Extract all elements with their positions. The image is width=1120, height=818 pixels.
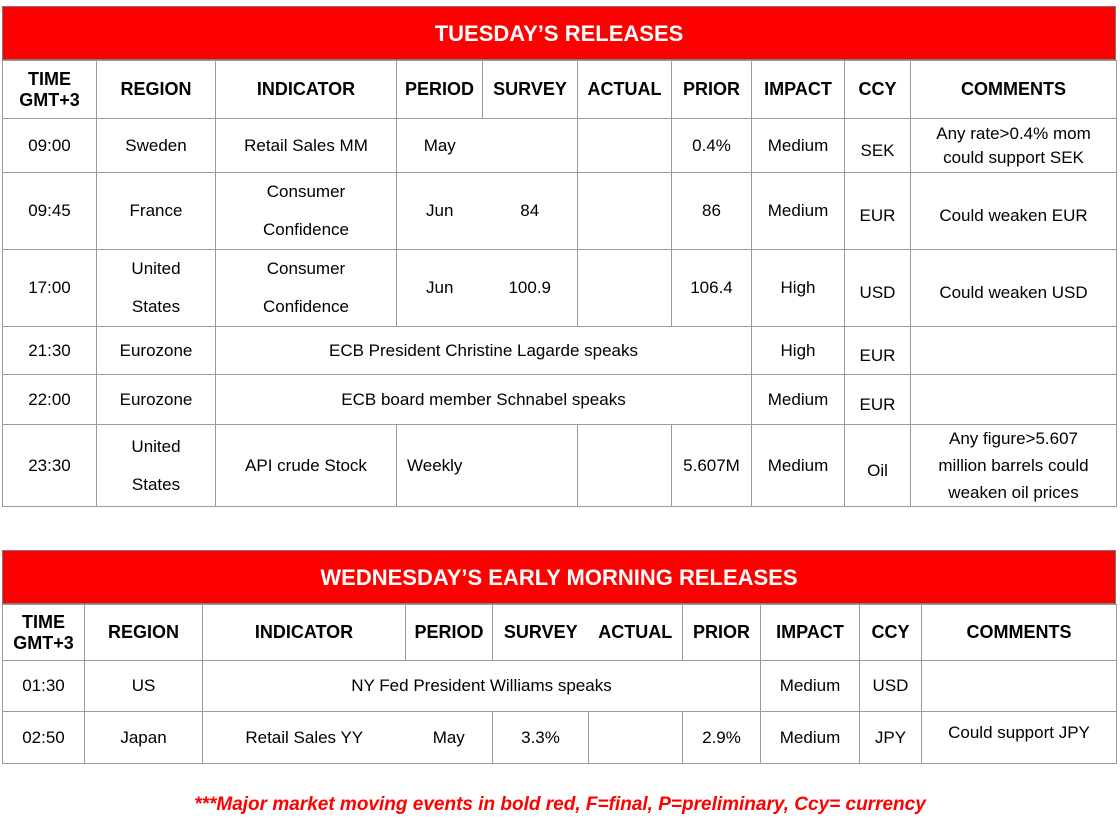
cell-period: May <box>397 119 483 173</box>
table-row <box>3 425 1117 507</box>
cell-impact: Medium <box>752 425 845 507</box>
wednesday-table <box>2 604 1117 764</box>
cell-ccy: Oil <box>845 425 911 507</box>
cell-region: Eurozone <box>97 327 216 375</box>
cell-event: NY Fed President Williams speaks <box>203 661 761 712</box>
table-row <box>3 661 1117 712</box>
cell-prior: 0.4% <box>672 119 752 173</box>
cell-impact: Medium <box>752 375 845 425</box>
table-row <box>3 173 1117 250</box>
cell-ccy: SEK <box>845 119 911 173</box>
cell-comments <box>911 375 1117 425</box>
cell-time: 21:30 <box>3 327 97 375</box>
header-actual: ACTUAL <box>578 61 672 119</box>
cell-time: 09:00 <box>3 119 97 173</box>
cell-time: 22:00 <box>3 375 97 425</box>
cell-time: 23:30 <box>3 425 97 507</box>
header-ccy: CCY <box>845 61 911 119</box>
cell-period: Weekly <box>397 425 578 507</box>
cell-impact: High <box>752 327 845 375</box>
cell-period: Jun <box>397 173 483 250</box>
header-comments: COMMENTS <box>922 605 1117 661</box>
cell-actual <box>578 425 672 507</box>
cell-event: ECB board member Schnabel speaks <box>216 375 752 425</box>
table-row <box>3 250 1117 327</box>
cell-ccy: JPY <box>860 712 922 764</box>
header-impact: IMPACT <box>761 605 860 661</box>
cell-indicator: API crude Stock <box>216 425 397 507</box>
cell-period: May <box>406 712 493 764</box>
header-indicator: INDICATOR <box>216 61 397 119</box>
cell-region: Eurozone <box>97 375 216 425</box>
footer-note: ***Major market moving events in bold red, F=final, P=preliminary, Ccy= currency <box>194 794 926 815</box>
header-time: TIME GMT+3 <box>3 61 97 119</box>
cell-ccy: USD <box>845 250 911 327</box>
header-prior: PRIOR <box>683 605 761 661</box>
cell-prior: 5.607M <box>672 425 752 507</box>
cell-indicator: Retail Sales YY <box>203 712 406 764</box>
table-row <box>3 119 1117 173</box>
cell-comments: Could weaken USD <box>911 250 1117 327</box>
cell-actual <box>578 173 672 250</box>
header-region: REGION <box>97 61 216 119</box>
cell-region: United States <box>97 425 216 507</box>
cell-survey <box>483 119 578 173</box>
cell-comments <box>911 327 1117 375</box>
cell-impact: Medium <box>752 119 845 173</box>
cell-survey: 3.3% <box>493 712 589 764</box>
cell-actual <box>578 250 672 327</box>
cell-comments: Could support JPY <box>922 712 1117 764</box>
header-prior: PRIOR <box>672 61 752 119</box>
cell-ccy: USD <box>860 661 922 712</box>
cell-impact: Medium <box>752 173 845 250</box>
tuesday-header-row <box>3 61 1117 119</box>
header-comments: COMMENTS <box>911 61 1117 119</box>
tuesday-title: TUESDAY’S RELEASES <box>2 6 1116 60</box>
table-row <box>3 375 1117 425</box>
cell-impact: High <box>752 250 845 327</box>
header-region: REGION <box>85 605 203 661</box>
cell-time: 01:30 <box>3 661 85 712</box>
cell-indicator: Retail Sales MM <box>216 119 397 173</box>
header-indicator: INDICATOR <box>203 605 406 661</box>
cell-region: US <box>85 661 203 712</box>
cell-prior: 2.9% <box>683 712 761 764</box>
cell-region: Sweden <box>97 119 216 173</box>
cell-period: Jun <box>397 250 483 327</box>
cell-region: Japan <box>85 712 203 764</box>
cell-indicator: Consumer Confidence <box>216 250 397 327</box>
cell-impact: Medium <box>761 661 860 712</box>
header-survey: SURVEY <box>483 61 578 119</box>
cell-comments: Could weaken EUR <box>911 173 1117 250</box>
cell-region: United States <box>97 250 216 327</box>
cell-actual <box>578 119 672 173</box>
cell-prior: 86 <box>672 173 752 250</box>
cell-indicator: Consumer Confidence <box>216 173 397 250</box>
cell-comments: Any figure>5.607 million barrels could weaken oil prices <box>911 425 1117 507</box>
header-period: PERIOD <box>397 61 483 119</box>
cell-region: France <box>97 173 216 250</box>
wednesday-header-row <box>3 605 1117 661</box>
header-actual: ACTUAL <box>589 605 683 661</box>
cell-actual <box>589 712 683 764</box>
cell-survey: 84 <box>483 173 578 250</box>
header-survey: SURVEY <box>493 605 589 661</box>
cell-ccy: EUR <box>845 375 911 425</box>
tuesday-section <box>2 6 1116 507</box>
cell-ccy: EUR <box>845 327 911 375</box>
cell-event: ECB President Christine Lagarde speaks <box>216 327 752 375</box>
tuesday-table <box>2 60 1117 507</box>
header-impact: IMPACT <box>752 61 845 119</box>
wednesday-section <box>2 550 1116 764</box>
cell-time: 17:00 <box>3 250 97 327</box>
cell-impact: Medium <box>761 712 860 764</box>
cell-time: 02:50 <box>3 712 85 764</box>
header-ccy: CCY <box>860 605 922 661</box>
table-row <box>3 327 1117 375</box>
wednesday-title: WEDNESDAY’S EARLY MORNING RELEASES <box>2 550 1116 604</box>
header-time: TIME GMT+3 <box>3 605 85 661</box>
cell-comments: Any rate>0.4% mom could support SEK <box>911 119 1117 173</box>
table-row <box>3 712 1117 764</box>
cell-prior: 106.4 <box>672 250 752 327</box>
cell-time: 09:45 <box>3 173 97 250</box>
cell-comments <box>922 661 1117 712</box>
cell-survey: 100.9 <box>483 250 578 327</box>
header-period: PERIOD <box>406 605 493 661</box>
cell-ccy: EUR <box>845 173 911 250</box>
